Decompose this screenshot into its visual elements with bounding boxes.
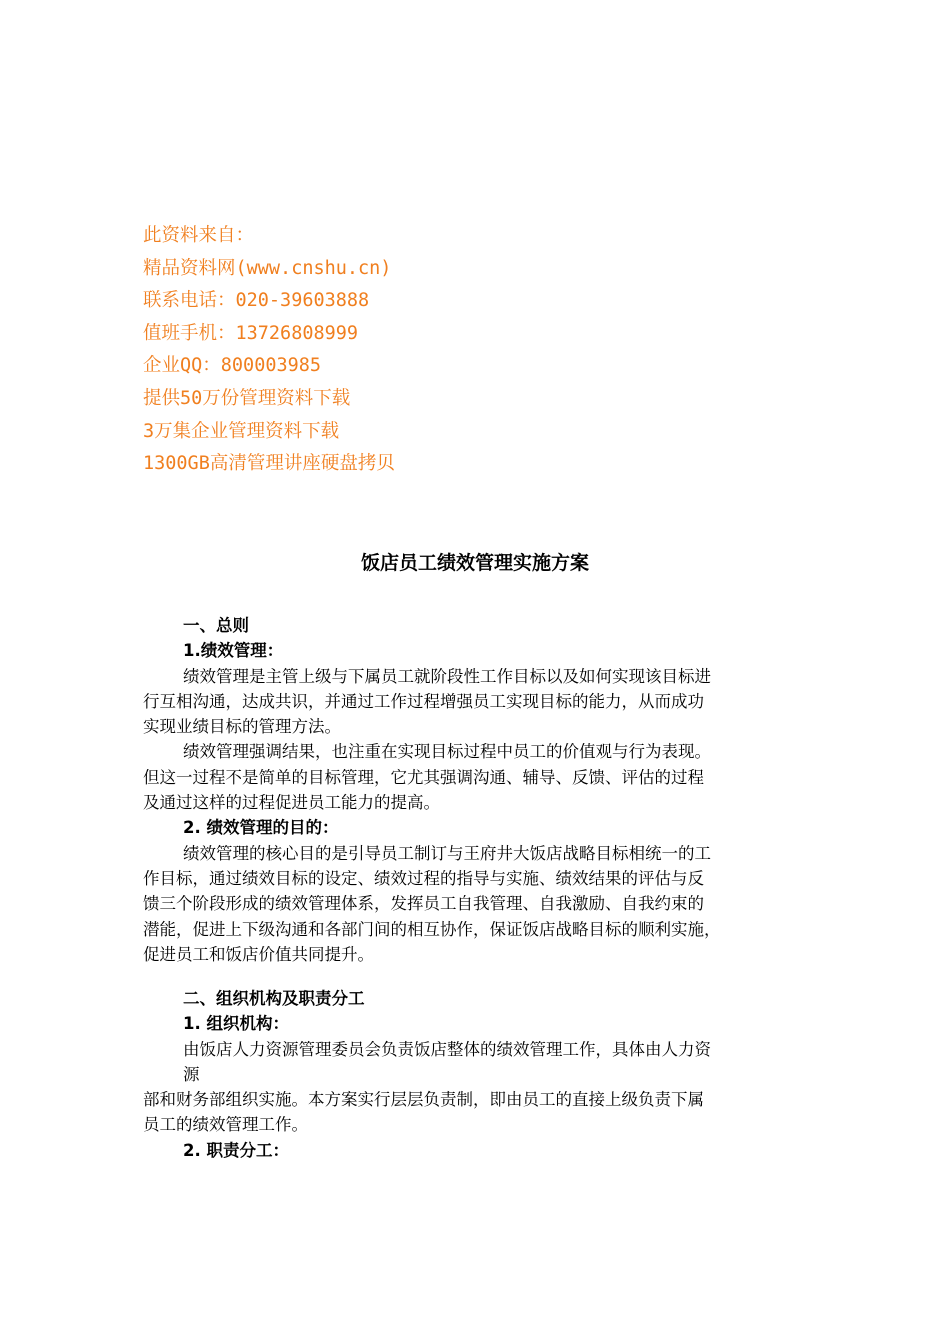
section-heading-general: 一、总则 xyxy=(183,616,249,635)
paragraph-line: 及通过这样的过程促进员工能力的提高。 xyxy=(143,793,440,813)
document-title: 饭店员工绩效管理实施方案 xyxy=(360,552,589,574)
paragraph-line: 潜能，促进上下级沟通和各部门间的相互协作，保证饭店战略目标的顺利实施， xyxy=(143,919,721,939)
paragraph-line: 实现业绩目标的管理方法。 xyxy=(143,717,341,737)
source-info-block xyxy=(143,220,395,481)
subsection-heading-performance-management: 1.绩效管理： xyxy=(183,641,284,661)
source-website-link[interactable]: 精品资料网(www.cnshu.cn) xyxy=(143,257,392,279)
paragraph-line: 员工的绩效管理工作。 xyxy=(143,1115,308,1135)
paragraph-line: 源 xyxy=(183,1064,200,1084)
paragraph-line: 由饭店人力资源管理委员会负责饭店整体的绩效管理工作，具体由人力资 xyxy=(183,1039,711,1059)
source-label: 此资料来自： xyxy=(143,225,255,246)
subsection-heading-org-structure: 1. 组织机构： xyxy=(183,1014,289,1034)
promo-line-materials: 提供50万份管理资料下载 xyxy=(143,387,351,409)
document-body xyxy=(143,613,818,967)
subsection-heading-purpose: 2. 绩效管理的目的： xyxy=(183,818,339,838)
contact-phone: 联系电话：020-39603888 xyxy=(143,290,370,312)
promo-line-lectures: 1300GB高清管理讲座硬盘拷贝 xyxy=(143,453,395,475)
document-body-section2 xyxy=(143,986,818,1163)
promo-line-videos: 3万集企业管理资料下载 xyxy=(143,420,340,442)
duty-mobile: 值班手机：13726808999 xyxy=(143,322,359,344)
paragraph-line: 促进员工和饭店价值共同提升。 xyxy=(143,944,374,964)
paragraph-line: 绩效管理强调结果，也注重在实现目标过程中员工的价值观与行为表现。 xyxy=(183,742,711,762)
paragraph-line: 馈三个阶段形成的绩效管理体系，发挥员工自我管理、自我激励、自我约束的 xyxy=(143,894,704,914)
paragraph-line: 行互相沟通，达成共识，并通过工作过程增强员工实现目标的能力，从而成功 xyxy=(143,691,704,711)
paragraph-line: 绩效管理是主管上级与下属员工就阶段性工作目标以及如何实现该目标进 xyxy=(183,666,711,686)
company-qq: 企业QQ：800003985 xyxy=(143,355,322,377)
section-heading-organization: 二、组织机构及职责分工 xyxy=(183,989,365,1008)
subsection-heading-responsibilities: 2. 职责分工： xyxy=(183,1140,289,1160)
paragraph-line: 但这一过程不是简单的目标管理，它尤其强调沟通、辅导、反馈、评估的过程 xyxy=(143,767,704,787)
paragraph-line: 作目标，通过绩效目标的设定、绩效过程的指导与实施、绩效结果的评估与反 xyxy=(143,868,704,888)
paragraph-line: 部和财务部组织实施。本方案实行层层负责制，即由员工的直接上级负责下属 xyxy=(143,1090,704,1110)
paragraph-line: 绩效管理的核心目的是引导员工制订与王府井大饭店战略目标相统一的工 xyxy=(183,843,711,863)
